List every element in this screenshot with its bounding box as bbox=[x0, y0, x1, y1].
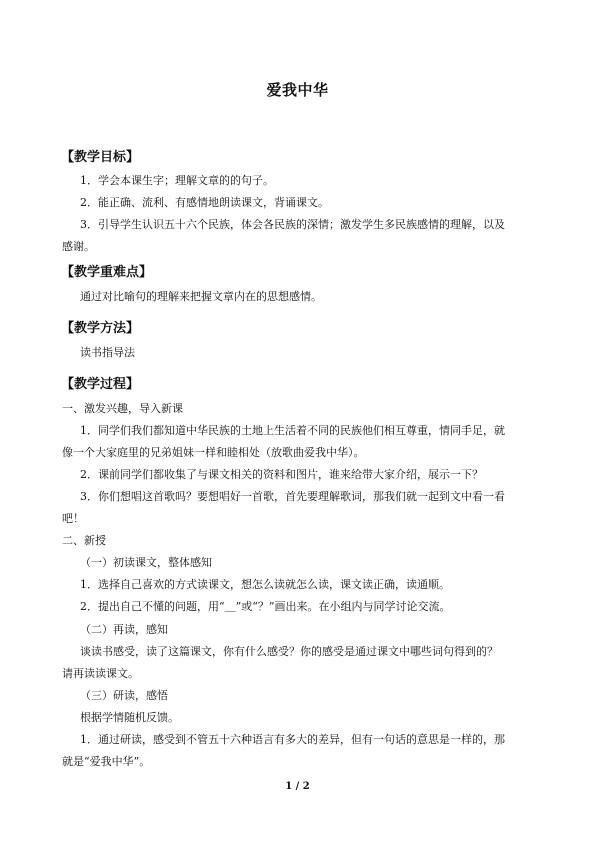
process-line-6: 吧！ bbox=[62, 512, 84, 525]
process-line-4: 2．课前同学们都收集了与课文相关的资料和图片，谁来给带大家介绍，展示一下？ bbox=[80, 468, 483, 481]
process-line-12: 谈读书感受，读了这篇课文，你有什么感受？你的感受是通过课文中哪些词句得到的？ bbox=[80, 645, 498, 658]
methods-line-1: 读书指导法 bbox=[80, 346, 135, 359]
process-line-17: 就是“爱我中华”。 bbox=[62, 755, 151, 768]
section-heading-methods: 【教学方法】 bbox=[61, 321, 140, 336]
process-line-3: 像一个大家庭里的兄弟姐妹一样和睦相处（放歌曲爱我中华）。 bbox=[62, 446, 365, 459]
key-points-line-1: 通过对比喻句的理解来把握文章内在的思想感情。 bbox=[80, 290, 322, 303]
goals-line-4: 感谢。 bbox=[62, 240, 95, 253]
process-line-10: 2．提出自己不懂的问题，用“＿”或“？”画出来。在小组内与同学讨论交流。 bbox=[80, 600, 451, 613]
process-line-2: 1．同学们我们都知道中华民族的土地上生活着不同的民族他们相互尊重，情同手足，就 bbox=[80, 424, 505, 437]
process-line-5: 3．你们想唱这首歌吗？要想唱好一首歌，首先要理解歌词，那我们就一起到文中看一看 bbox=[80, 490, 505, 503]
process-line-15: 根据学情随机反馈。 bbox=[80, 711, 179, 724]
process-line-16: 1．通过研读，感受到不管五十六种语言有多大的差异，但有一句话的意思是一样的，那 bbox=[80, 733, 505, 746]
goals-line-2: 2．能正确、流利、有感情地朗读课文，背诵课文。 bbox=[80, 196, 329, 209]
section-heading-process: 【教学过程】 bbox=[61, 377, 140, 392]
process-line-9: 1．选择自己喜欢的方式读课文，想怎么读就怎么读，课文读正确，读通顺。 bbox=[80, 578, 450, 591]
goals-line-3: 3．引导学生认识五十六个民族，体会各民族的深情；激发学生多民族感情的理解，以及 bbox=[80, 218, 505, 231]
section-heading-goals: 【教学目标】 bbox=[61, 150, 140, 165]
page-title: 爱我中华 bbox=[266, 81, 329, 99]
process-line-13: 请再读读课文。 bbox=[62, 667, 139, 680]
process-line-11: （二）再读，感知 bbox=[80, 623, 168, 636]
goals-line-1: 1．学会本课生字；理解文章的的句子。 bbox=[80, 174, 274, 187]
process-line-7: 二、新授 bbox=[62, 534, 106, 547]
process-line-1: 一、激发兴趣，导入新课 bbox=[62, 402, 183, 415]
process-line-14: （三）研读，感悟 bbox=[80, 689, 168, 702]
page-number: 1 / 2 bbox=[285, 781, 310, 792]
section-heading-key-points: 【教学重难点】 bbox=[61, 265, 153, 280]
process-line-8: （一）初读课文，整体感知 bbox=[80, 556, 212, 569]
